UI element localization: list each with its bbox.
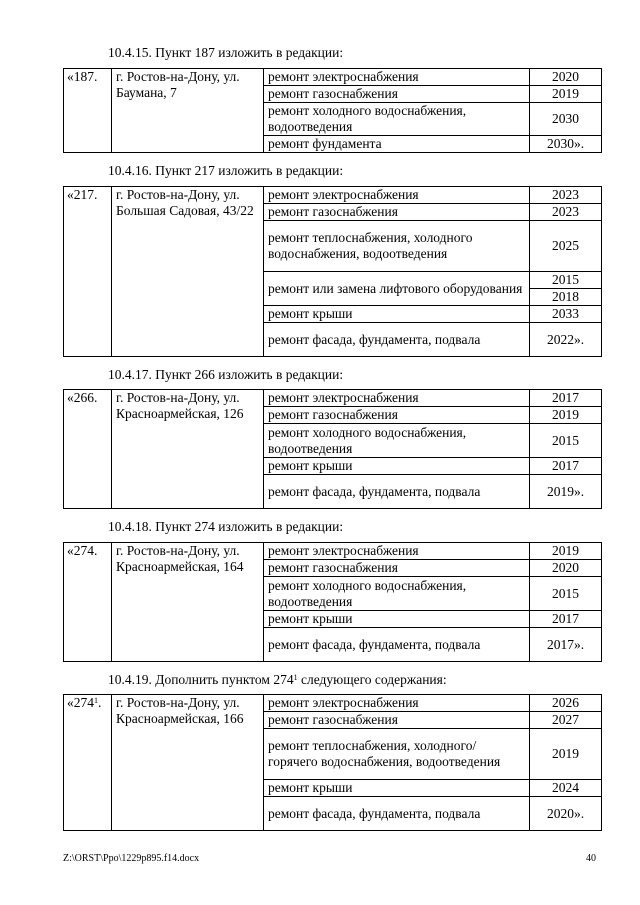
year-cell: 2017 — [530, 611, 602, 628]
work-cell: ремонт газоснабжения — [264, 407, 530, 424]
item-address: г. Ростов-на-Дону, ул. Большая Садовая, 43/22 — [112, 187, 264, 357]
item-number: «217. — [64, 187, 112, 357]
year-cell: 2019». — [530, 475, 602, 509]
work-cell: ремонт электроснабжения — [264, 695, 530, 712]
item-number: «$274^1$. — [64, 695, 112, 831]
work-cell: ремонт крыши — [264, 458, 530, 475]
work-cell: ремонт холодного водоснабжения, водоотведения — [264, 424, 530, 458]
year-cell: 2018 — [530, 289, 602, 306]
year-cell: 2030». — [530, 136, 602, 153]
amendment-heading: 10.4.18. Пункт 274 изложить в редакции: — [108, 519, 344, 534]
year-cell: 2015 — [530, 577, 602, 611]
year-cell: 2015 — [530, 424, 602, 458]
year-cell: 2015 — [530, 272, 602, 289]
year-cell: 2019 — [530, 86, 602, 103]
amendment-heading: 10.4.16. Пункт 217 изложить в редакции: — [108, 163, 344, 178]
work-cell: ремонт газоснабжения — [264, 204, 530, 221]
work-cell: ремонт холодного водоснабжения, водоотведения — [264, 103, 530, 136]
amendment-heading: 10.4.19. Дополнить пунктом $274^1$ следующего содержания: — [108, 672, 447, 687]
amendment-heading: 10.4.15. Пункт 187 изложить в редакции: — [108, 45, 344, 60]
superscript: 1 — [293, 673, 298, 682]
year-cell: 2017». — [530, 628, 602, 662]
work-cell: ремонт газоснабжения — [264, 86, 530, 103]
year-cell: 2019 — [530, 729, 602, 780]
amendment-table — [63, 389, 602, 509]
work-cell: ремонт фасада, фундамента, подвала — [264, 628, 530, 662]
year-cell: 2020 — [530, 69, 602, 86]
work-cell: ремонт электроснабжения — [264, 390, 530, 407]
item-number: «187. — [64, 69, 112, 153]
work-cell: ремонт крыши — [264, 611, 530, 628]
amendment-heading: 10.4.17. Пункт 266 изложить в редакции: — [108, 367, 344, 382]
work-cell: ремонт электроснабжения — [264, 69, 530, 86]
year-cell: 2017 — [530, 458, 602, 475]
work-cell: ремонт электроснабжения — [264, 543, 530, 560]
work-cell: ремонт электроснабжения — [264, 187, 530, 204]
work-cell: ремонт теплоснабжения, холодного/горячего водоснабжения, водоотведения — [264, 729, 530, 780]
work-cell: ремонт холодного водоснабжения, водоотведения — [264, 577, 530, 611]
year-cell: 2026 — [530, 695, 602, 712]
year-cell: 2020». — [530, 797, 602, 831]
work-cell: ремонт фасада, фундамента, подвала — [264, 797, 530, 831]
amendment-table — [63, 694, 602, 831]
item-address: г. Ростов-на-Дону, ул. Красноармейская, 166 — [112, 695, 264, 831]
item-number: «274. — [64, 543, 112, 662]
year-cell: 2025 — [530, 221, 602, 272]
work-cell: ремонт или замена лифтового оборудования — [264, 272, 530, 306]
item-number: «266. — [64, 390, 112, 509]
work-cell: ремонт газоснабжения — [264, 560, 530, 577]
superscript: 1 — [94, 696, 98, 705]
year-cell: 2027 — [530, 712, 602, 729]
work-cell: ремонт газоснабжения — [264, 712, 530, 729]
year-cell: 2023 — [530, 187, 602, 204]
page-number: 40 — [586, 853, 596, 864]
year-cell: 2022». — [530, 323, 602, 357]
year-cell: 2019 — [530, 407, 602, 424]
footer-file-path: Z:\ORST\Ppo\1229p895.f14.docx — [63, 853, 200, 864]
year-cell: 2030 — [530, 103, 602, 136]
amendment-table — [63, 68, 602, 153]
year-cell: 2017 — [530, 390, 602, 407]
work-cell: ремонт крыши — [264, 780, 530, 797]
item-address: г. Ростов-на-Дону, ул. Баумана, 7 — [112, 69, 264, 153]
year-cell: 2033 — [530, 306, 602, 323]
work-cell: ремонт крыши — [264, 306, 530, 323]
work-cell: ремонт теплоснабжения, холодного водоснабжения, водоотведения — [264, 221, 530, 272]
year-cell: 2019 — [530, 543, 602, 560]
work-cell: ремонт фундамента — [264, 136, 530, 153]
amendment-table — [63, 186, 602, 357]
item-address: г. Ростов-на-Дону, ул. Красноармейская, 126 — [112, 390, 264, 509]
work-cell: ремонт фасада, фундамента, подвала — [264, 475, 530, 509]
item-address: г. Ростов-на-Дону, ул. Красноармейская, 164 — [112, 543, 264, 662]
year-cell: 2023 — [530, 204, 602, 221]
work-cell: ремонт фасада, фундамента, подвала — [264, 323, 530, 357]
year-cell: 2020 — [530, 560, 602, 577]
year-cell: 2024 — [530, 780, 602, 797]
amendment-table — [63, 542, 602, 662]
